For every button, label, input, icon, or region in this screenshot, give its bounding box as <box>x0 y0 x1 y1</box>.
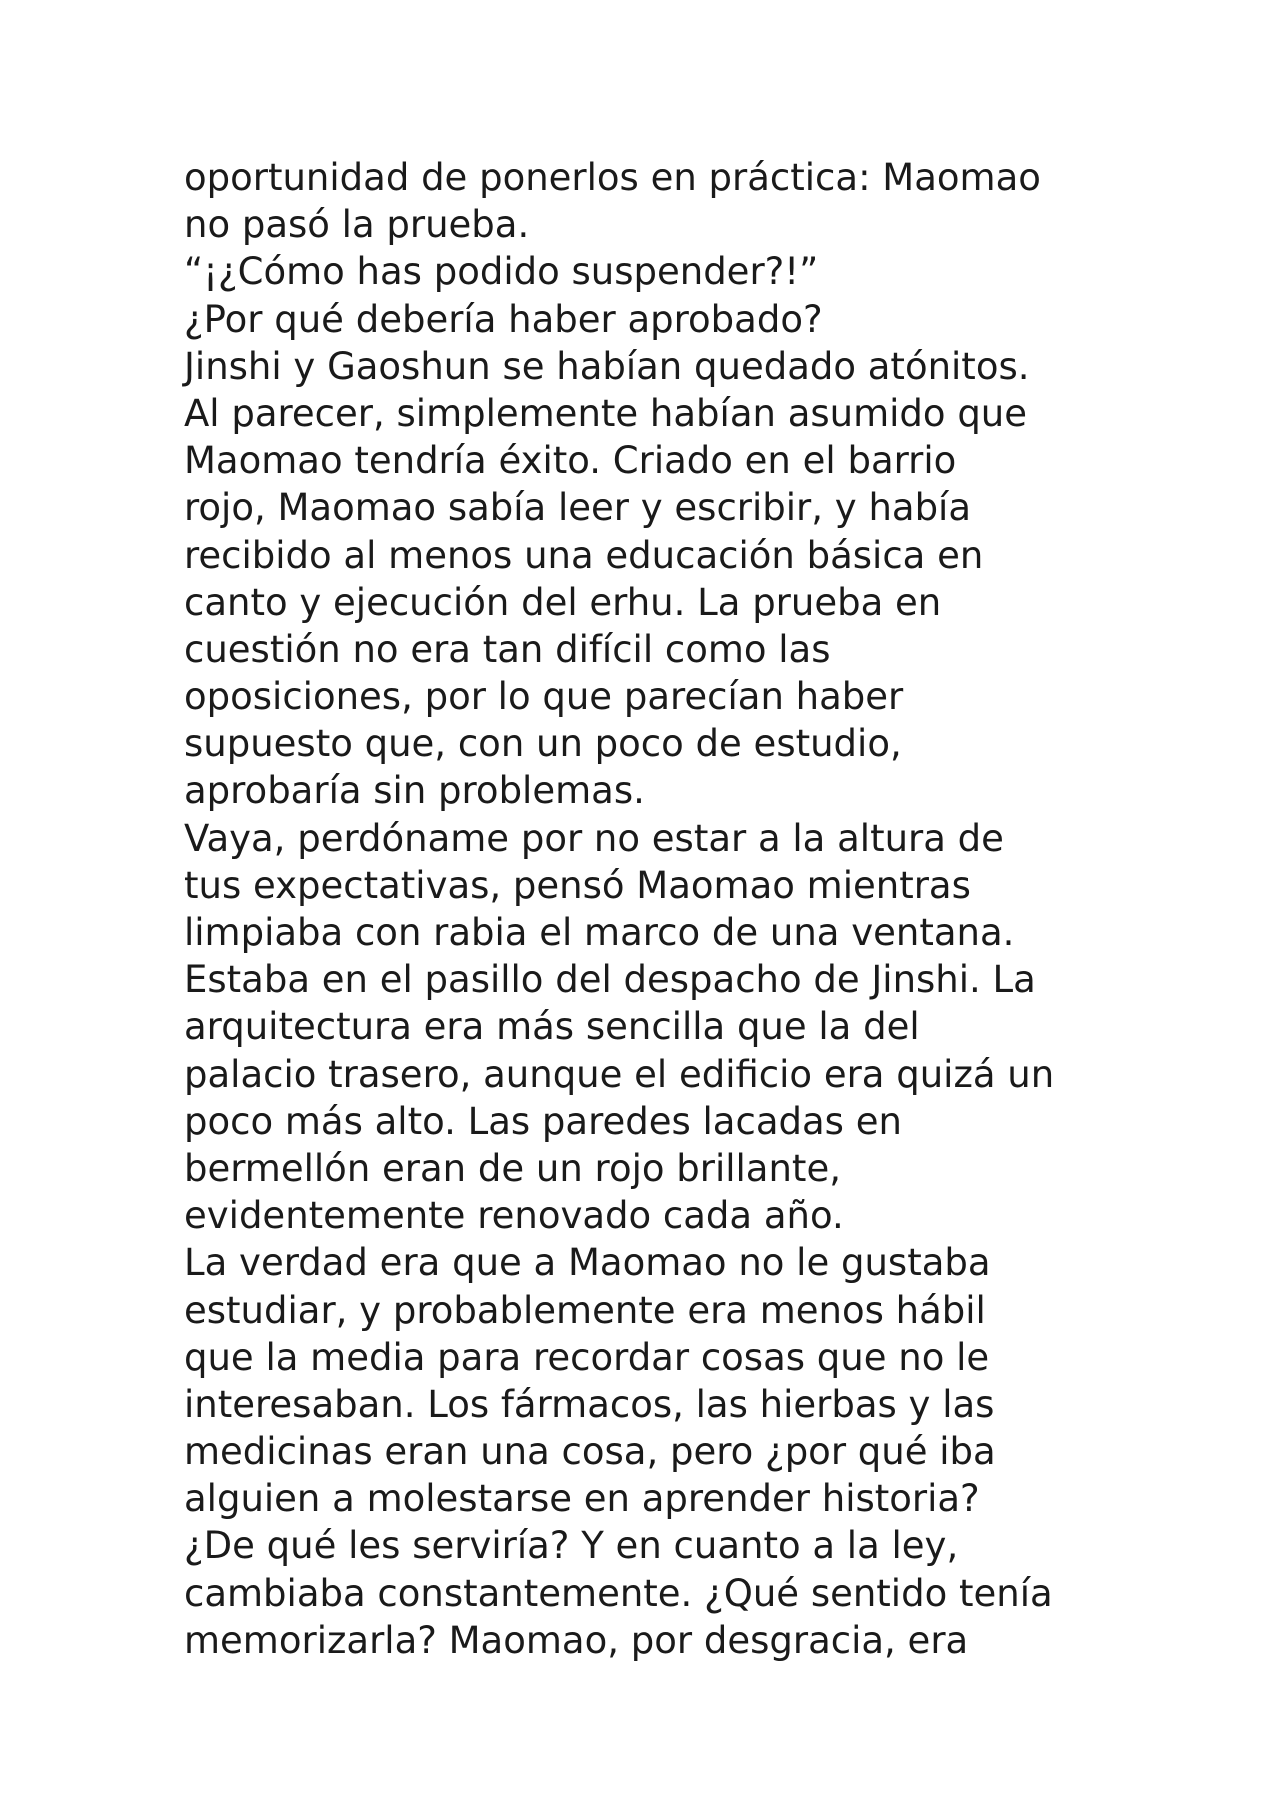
text-line: Vaya, perdóname por no estar a la altura de <box>184 816 1004 860</box>
text-line: interesaban. Los fármacos, las hierbas y las <box>184 1382 995 1426</box>
text-line: Estaba en el pasillo del despacho de Jinshi. La <box>184 958 1036 1002</box>
text-line: estudiar, y probablemente era menos hábil <box>184 1288 986 1332</box>
text-line: cambiaba constantemente. ¿Qué sentido tenía <box>184 1571 1053 1615</box>
text-line: supuesto que, con un poco de estudio, <box>184 722 902 766</box>
text-line: arquitectura era más sencilla que la del <box>184 1005 920 1049</box>
text-line: medicinas eran una cosa, pero ¿por qué iba <box>184 1430 996 1474</box>
text-line: ¿Por qué debería haber aprobado? <box>184 297 823 341</box>
text-line: rojo, Maomao sabía leer y escribir, y había <box>184 486 972 530</box>
text-line: canto y ejecución del erhu. La prueba en <box>184 580 942 624</box>
text-line: ¿De qué les serviría? Y en cuanto a la ley, <box>184 1524 959 1568</box>
text-line: “¡¿Cómo has podido suspender?!” <box>184 250 819 294</box>
text-line: que la media para recordar cosas que no le <box>184 1335 990 1379</box>
text-line: Maomao tendría éxito. Criado en el barrio <box>184 439 957 483</box>
body-text <box>184 154 1184 1664</box>
text-line: Jinshi y Gaoshun se habían quedado atónitos. <box>184 344 1030 388</box>
text-line: limpiaba con rabia el marco de una ventana. <box>184 911 1015 954</box>
text-line: tus expectativas, pensó Maomao mientras <box>184 863 971 907</box>
text-line: memorizarla? Maomao, por desgracia, era <box>184 1618 969 1662</box>
text-line: oportunidad de ponerlos en práctica: Maomao <box>184 156 1041 199</box>
text-line: no pasó la prueba. <box>184 203 530 247</box>
text-line: La verdad era que a Maomao no le gustaba <box>184 1241 991 1285</box>
text-line: recibido al menos una educación básica en <box>184 533 984 577</box>
text-line: aprobaría sin problemas. <box>184 769 645 813</box>
text-line: cuestión no era tan difícil como las <box>184 627 831 671</box>
text-line: Al parecer, simplemente habían asumido que <box>184 391 1028 435</box>
text-line: poco más alto. Las paredes lacadas en <box>184 1099 902 1143</box>
text-line: oposiciones, por lo que parecían haber <box>184 675 904 719</box>
text-line: palacio trasero, aunque el edificio era quizá un <box>184 1052 1055 1096</box>
text-line: bermellón eran de un rojo brillante, <box>184 1146 841 1190</box>
text-line: alguien a molestarse en aprender historia? <box>184 1477 980 1521</box>
text-line: evidentemente renovado cada año. <box>184 1194 844 1238</box>
